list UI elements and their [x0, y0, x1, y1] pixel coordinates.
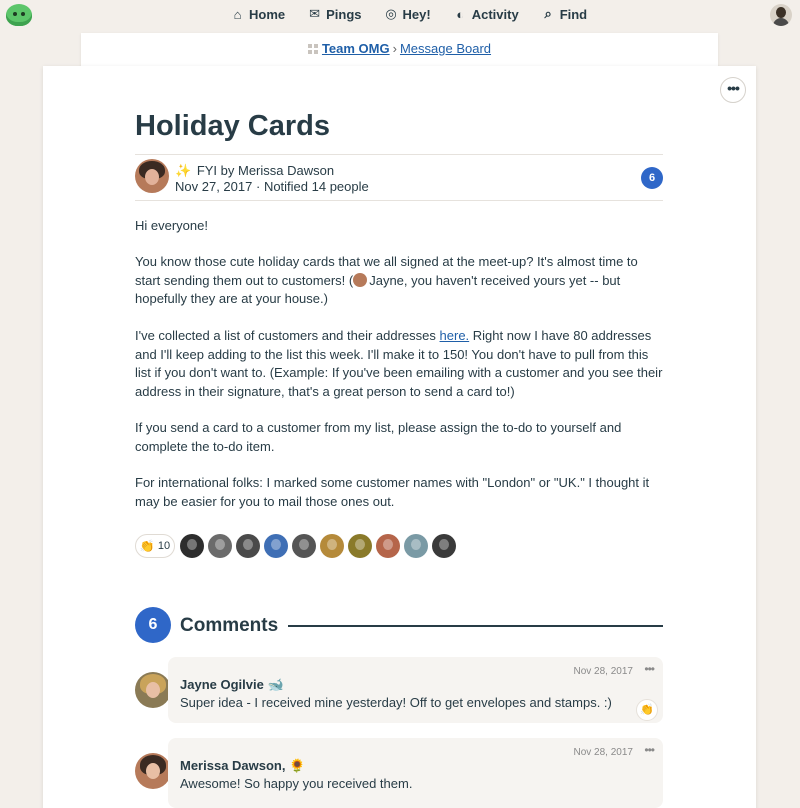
comment-author-name: Merissa Dawson,: [180, 758, 286, 773]
divider: [135, 200, 663, 201]
comment: [168, 738, 663, 808]
comment-count-badge[interactable]: 6: [641, 167, 663, 189]
message-paragraph: If you send a card to a customer from my list, please assign the to-do to yourself and complete the to-do item.: [135, 420, 622, 454]
comment-avatar[interactable]: [135, 672, 171, 708]
booster-avatar[interactable]: [376, 534, 400, 558]
comment-avatar[interactable]: [135, 753, 171, 789]
booster-avatar[interactable]: [292, 534, 316, 558]
boost-button[interactable]: [135, 534, 175, 558]
nav-activity[interactable]: [453, 6, 519, 22]
message-meta: [175, 179, 369, 194]
booster-avatar[interactable]: [180, 534, 204, 558]
sunflower-icon: 🌻: [289, 758, 306, 773]
byline-text: FYI by Merissa Dawson: [196, 163, 335, 178]
meta-dot: ·: [255, 179, 261, 194]
paragraph-text: Jayne, you haven't received yours yet -- but hopefully they are at your house.): [135, 272, 621, 306]
project-grid-icon: [308, 44, 318, 54]
comment-more-button[interactable]: •••: [644, 743, 654, 757]
message-title: Holiday Cards: [135, 110, 330, 142]
notified-count[interactable]: Notified 14 people: [263, 179, 369, 194]
paragraph-text: Right now I have 80 addresses and I'll keep adding to the list this week. I'll make it to 150! You don't have to pull from this list if you don't want to. (Example: If you've been emailing with a customer and you see their address in their signature, that's a great person to send a card to!): [135, 328, 663, 399]
message-date: Nov 27, 2017: [175, 179, 253, 194]
comment-author: [180, 677, 284, 693]
search-icon: ⌕: [544, 6, 552, 21]
nav-home-label: Home: [249, 6, 286, 22]
comments-heading: Comments: [180, 615, 279, 636]
breadcrumb-message-board-link[interactable]: Message Board: [399, 41, 492, 56]
hey-icon: ◎: [385, 6, 397, 21]
booster-avatar[interactable]: [236, 534, 260, 558]
breadcrumb-team-link[interactable]: Team OMG: [321, 41, 390, 56]
nav-hey-label: Hey!: [402, 6, 431, 22]
message-paragraph: [135, 327, 665, 401]
nav-find-label: Find: [559, 6, 588, 22]
booster-avatar[interactable]: [264, 534, 288, 558]
boost-count: 10: [157, 540, 171, 552]
author-avatar[interactable]: [135, 159, 169, 193]
comment-author: [180, 758, 305, 774]
basecamp-logo-icon[interactable]: [6, 4, 32, 26]
more-options-button[interactable]: •••: [720, 77, 746, 103]
nav-items: [230, 6, 587, 22]
top-navigation: [0, 0, 800, 32]
divider: [135, 154, 663, 155]
nav-hey[interactable]: [384, 6, 431, 22]
booster-avatar[interactable]: [208, 534, 232, 558]
paragraph-text: You know those cute holiday cards that we all signed at the meet-up? It's almost time to start sending them out to customers! (: [135, 254, 638, 288]
paragraph-text: I've collected a list of customers and their addresses: [135, 328, 440, 343]
breadcrumb-separator: ›: [392, 41, 397, 56]
comment-more-button[interactable]: •••: [644, 662, 654, 676]
home-icon: ⌂: [233, 6, 242, 22]
nav-find[interactable]: [541, 6, 587, 22]
comments-divider: [288, 625, 663, 627]
comment-date[interactable]: Nov 28, 2017: [573, 747, 633, 758]
booster-avatar[interactable]: [404, 534, 428, 558]
comments-count-badge: 6: [135, 607, 171, 643]
nav-activity-label: Activity: [471, 6, 519, 22]
booster-avatar[interactable]: [348, 534, 372, 558]
boosters-list: [180, 534, 456, 558]
comment-date[interactable]: Nov 28, 2017: [573, 666, 633, 677]
sparkle-icon: ✨: [175, 163, 192, 178]
nav-pings[interactable]: [307, 6, 361, 22]
comment: [168, 657, 663, 723]
mention-avatar[interactable]: [353, 273, 367, 287]
comment-author-name: Jayne Ogilvie: [180, 677, 264, 692]
nav-pings-label: Pings: [326, 6, 362, 22]
booster-avatar[interactable]: [432, 534, 456, 558]
whale-icon: 🐋: [267, 677, 284, 692]
booster-avatar[interactable]: [320, 534, 344, 558]
message-byline: [175, 163, 334, 179]
clap-icon: 👏: [139, 539, 155, 553]
message-paragraph: [135, 253, 665, 309]
activity-icon: ◐: [456, 6, 465, 22]
comment-text: Super idea - I received mine yesterday! Off to get envelopes and stamps. :): [180, 695, 612, 710]
message-paragraph: For international folks: I marked some customer names with "London" or "UK." I thought it may be easier for you to mail those ones out.: [135, 475, 650, 509]
comment-boost-button[interactable]: 👏: [636, 699, 658, 721]
nav-home[interactable]: [230, 6, 285, 22]
user-avatar[interactable]: [770, 4, 792, 26]
pings-icon: ✉: [309, 6, 321, 21]
comment-text: Awesome! So happy you received them.: [180, 776, 413, 791]
addresses-link[interactable]: here.: [439, 328, 470, 343]
message-paragraph: Hi everyone!: [135, 218, 208, 233]
